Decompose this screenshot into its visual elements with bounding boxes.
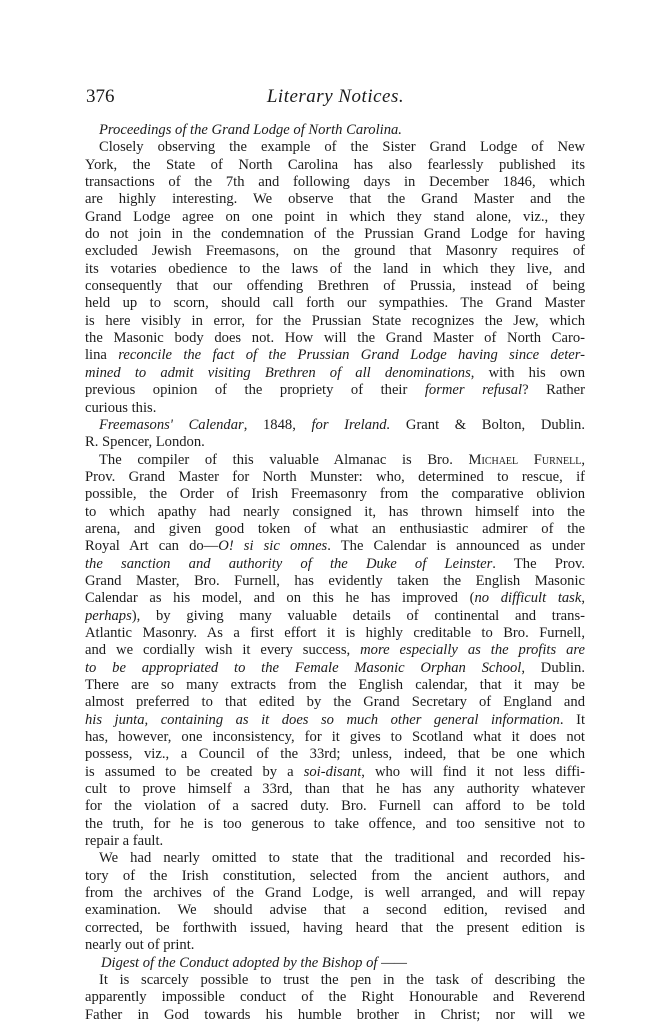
text-line: transactions of the 7th and following days in December 1846, which: [85, 174, 585, 191]
text-line: Royal Art can do—O! si sic omnes. The Calendar is announced as under: [85, 538, 585, 555]
text-line: Calendar as his model, and on this he has improved (no difficult task,: [85, 590, 585, 607]
text-line: the Masonic body does not. How will the Grand Master of North Caro-: [85, 330, 585, 347]
text-line: from the archives of the Grand Lodge, is well arranged, and will repay: [85, 885, 585, 902]
text-line: apparently impossible conduct of the Right Honourable and Reverend: [85, 989, 585, 1006]
text-line: nearly out of print.: [85, 937, 195, 954]
page-header: [0, 86, 671, 110]
text-line: mined to admit visiting Brethren of all denominations, with his own: [85, 364, 585, 381]
text-line: the truth, for he is too generous to take offence, and too sensitive not to: [85, 815, 585, 832]
text-line: and we cordially wish it every success, more especially as the profits are: [85, 642, 585, 659]
text-line: Atlantic Masonry. As a first effort it is highly creditable to Bro. Furnell,: [85, 624, 585, 641]
text-line: almost preferred to that edited by the Grand Secretary of England and: [85, 694, 585, 711]
text-line: is here visibly in error, for the Prussian State recognizes the Jew, which: [85, 312, 585, 329]
text-line: repair a fault.: [85, 833, 164, 850]
text-line: the sanction and authority of the Duke of Leinster. The Prov.: [85, 555, 585, 572]
section-heading: Proceedings of the Grand Lodge of North Carolina.: [99, 122, 402, 138]
text-line: his junta, containing as it does so much other general information. It: [85, 711, 585, 728]
text-line: Freemasons' Calendar, 1848, for Ireland. Grant & Bolton, Dublin.: [99, 416, 585, 433]
text-line: are highly interesting. We observe that the Grand Master and the: [85, 191, 585, 208]
text-line: Closely observing the example of the Sister Grand Lodge of New: [99, 139, 585, 156]
text-line: held up to scorn, should call forth our sympathies. The Grand Master: [85, 295, 585, 312]
text-line: tory of the Irish constitution, selected from the ancient authors, and: [85, 867, 585, 884]
text-line: to which apathy had nearly consigned it, has thrown himself into the: [85, 503, 585, 520]
text-line: perhaps), by giving many valuable details of continental and trans-: [85, 607, 585, 624]
text-line: Father in God towards his humble brother in Christ; nor will we: [85, 1006, 585, 1023]
text-line: to be appropriated to the Female Masonic Orphan School, Dublin.: [85, 659, 585, 676]
text-line: possess, viz., a Council of the 33rd; unless, indeed, that be one which: [85, 746, 585, 763]
page-number: 376: [86, 86, 115, 107]
running-title: Literary Notices.: [266, 86, 405, 107]
text-line: possible, the Order of Irish Freemasonry from the comparative oblivion: [85, 486, 585, 503]
text-line: is assumed to be created by a soi-disant, who will find it not less diffi-: [85, 763, 585, 780]
text-line: York, the State of North Carolina has also fearlessly published its: [85, 156, 585, 173]
section-heading: Digest of the Conduct adopted by the Bishop of ——: [101, 954, 408, 971]
text-line: There are so many extracts from the English calendar, that it may be: [85, 677, 585, 693]
text-line: corrected, be forthwith issued, having heard that the present edition is: [85, 919, 585, 936]
text-line: Grand Master, Bro. Furnell, has evidently taken the English Masonic: [85, 572, 585, 589]
text-line: for the violation of a sacred duty. Bro. Furnell can afford to be told: [85, 798, 585, 815]
text-line: Grand Lodge agree on one point in which they stand alone, viz., they: [85, 208, 585, 225]
body-text: [85, 122, 585, 1024]
text-line: The compiler of this valuable Almanac is Bro. Michael Furnell,: [99, 451, 585, 468]
text-line: R. Spencer, London.: [85, 434, 205, 451]
text-line: its votaries obedience to the laws of the land in which they live, and: [85, 260, 585, 277]
text-line: arena, and given good token of what an enthusiastic admirer of the: [85, 520, 585, 537]
text-line: previous opinion of the propriety of their former refusal? Rather: [85, 382, 585, 399]
text-line: It is scarcely possible to trust the pen in the task of describing the: [99, 971, 585, 988]
text-line: examination. We should advise that a second edition, revised and: [85, 902, 585, 919]
text-line: excluded Jewish Freemasons, on the ground that Masonry requires of: [85, 243, 585, 260]
text-line: curious this.: [85, 399, 157, 416]
text-line: lina reconcile the fact of the Prussian Grand Lodge having since deter-: [85, 347, 585, 364]
text-line: We had nearly omitted to state that the traditional and recorded his-: [99, 850, 585, 867]
text-line: has, however, one inconsistency, for it gives to Scotland what it does not: [85, 729, 585, 746]
text-line: do not join in the condemnation of the Prussian Grand Lodge for having: [85, 226, 585, 243]
text-line: Prov. Grand Master for North Munster: who, determined to rescue, if: [85, 468, 585, 485]
text-line: consequently that our offending Brethren of Prussia, instead of being: [85, 278, 585, 295]
text-line: cult to prove himself a 33rd, than that he has any authority whatever: [85, 781, 585, 798]
